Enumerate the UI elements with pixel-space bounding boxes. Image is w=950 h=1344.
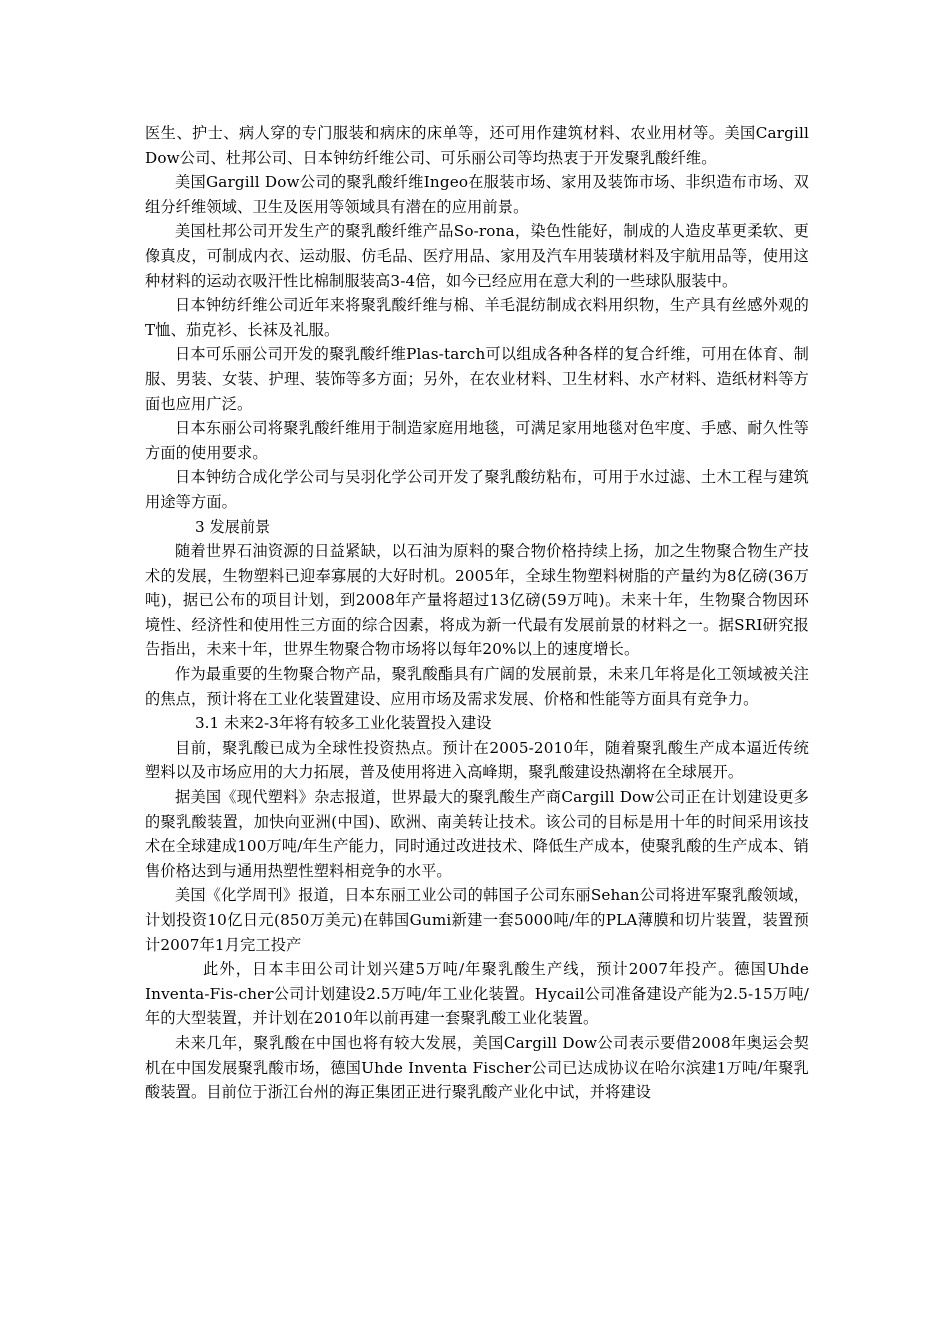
paragraph: 未来几年，聚乳酸在中国也将有较大发展，美国Cargill Dow公司表示要借2008年奥运会契机在中国发展聚乳酸市场，德国Uhde Inventa Fischer公司已达成协议在哈尔滨建1万吨/年聚乳酸装置。目前位于浙江台州的海正集团正进行聚乳酸产业化中试，并将建设: [145, 1033, 809, 1102]
paragraph: 据美国《现代塑料》杂志报道，世界最大的聚乳酸生产商Cargill Dow公司正在计划建设更多的聚乳酸装置，加快向亚洲(中国)、欧洲、南美转让技术。该公司的目标是用十年的时间采用该技术在全球建成100万吨/年生产能力，同时通过改进技术、降低生产成本，使聚乳酸的生产成本、销售价格达到与通用热塑性塑料相竞争的水平。: [145, 788, 809, 880]
paragraph: 随着世界石油资源的日益紧缺，以石油为原料的聚合物价格持续上扬，加之生物聚合物生产技术的发展，生物塑料已迎奉寡展的大好时机。2005年，全球生物塑料树脂的产量约为8亿磅(36万吨)，据已公布的项目计划，到2008年产量将超过13亿磅(59万吨)。未来十年，生物聚合物因环境性、经济性和使用性三方面的综合因素，将成为新一代最有发展前景的材料之一。据SRI研究报告指出，未来十年，世界生物聚合物市场将以每年20%以上的速度增长。: [145, 542, 809, 659]
paragraph: 美国杜邦公司开发生产的聚乳酸纤维产品So-rona，染色性能好，制成的人造皮革更柔软、更像真皮，可制成内衣、运动服、仿毛品、医疗用品、家用及汽车用装璜材料及宇航用品等，使用这种材料的运动衣吸汗性比棉制服装高3-4倍，如今已经应用在意大利的一些球队服装中。: [145, 222, 809, 290]
paragraph: 美国《化学周刊》报道，日本东丽工业公司的韩国子公司东丽Sehan公司将进军聚乳酸领域，计划投资10亿日元(850万美元)在韩国Gumi新建一套5000吨/年的PLA薄膜和切片装置，装置预计2007年1月完工投产: [145, 886, 809, 954]
document-page: [145, 121, 809, 1105]
paragraph: 日本钟纺纤维公司近年来将聚乳酸纤维与棉、羊毛混纺制成衣料用织物，生产具有丝感外观的T恤、茄克衫、长袜及礼服。: [145, 296, 809, 339]
paragraph: 作为最重要的生物聚合物产品，聚乳酸酯具有广阔的发展前景，未来几年将是化工领域被关注的焦点，预计将在工业化装置建设、应用市场及需求发展、价格和性能等方面具有竞争力。: [145, 665, 809, 708]
subsection-heading: 3.1 未来2-3年将有较多工业化装置投入建设: [195, 714, 492, 733]
paragraph: 美国Gargill Dow公司的聚乳酸纤维Ingeo在服装市场、家用及装饰市场、非织造布市场、双组分纤维领域、卫生及医用等领域具有潜在的应用前景。: [145, 173, 809, 216]
paragraph: 日本钟纺合成化学公司与吴羽化学公司开发了聚乳酸纺粘布，可用于水过滤、土木工程与建筑用途等方面。: [145, 468, 809, 511]
paragraph: 日本可乐丽公司开发的聚乳酸纤维Plas-tarch可以组成各种各样的复合纤维，可用在体育、制服、男装、女装、护理、装饰等多方面；另外，在农业材料、卫生材料、水产材料、造纸材料等方面也应用广泛。: [145, 345, 809, 413]
section-heading: 3 发展前景: [195, 517, 271, 536]
paragraph: 此外，日本丰田公司计划兴建5万吨/年聚乳酸生产线，预计2007年投产。德国Uhde Inventa-Fis-cher公司计划建设2.5万吨/年工业化装置。Hycail公司准备建设产能为2.5-15万吨/年的大型装置，并计划在2010年以前再建一套聚乳酸工业化装置。: [145, 960, 809, 1028]
paragraph: 目前，聚乳酸已成为全球性投资热点。预计在2005-2010年，随着聚乳酸生产成本逼近传统塑料以及市场应用的大力拓展，普及使用将进入高峰期，聚乳酸建设热潮将在全球展开。: [145, 738, 809, 782]
paragraph: 日本东丽公司将聚乳酸纤维用于制造家庭用地毯，可满足家用地毯对色牢度、手感、耐久性等方面的使用要求。: [145, 419, 809, 462]
paragraph: 医生、护士、病人穿的专门服装和病床的床单等，还可用作建筑材料、农业用材等。美国Cargill Dow公司、杜邦公司、日本钟纺纤维公司、可乐丽公司等均热衷于开发聚乳酸纤维。: [145, 124, 809, 167]
